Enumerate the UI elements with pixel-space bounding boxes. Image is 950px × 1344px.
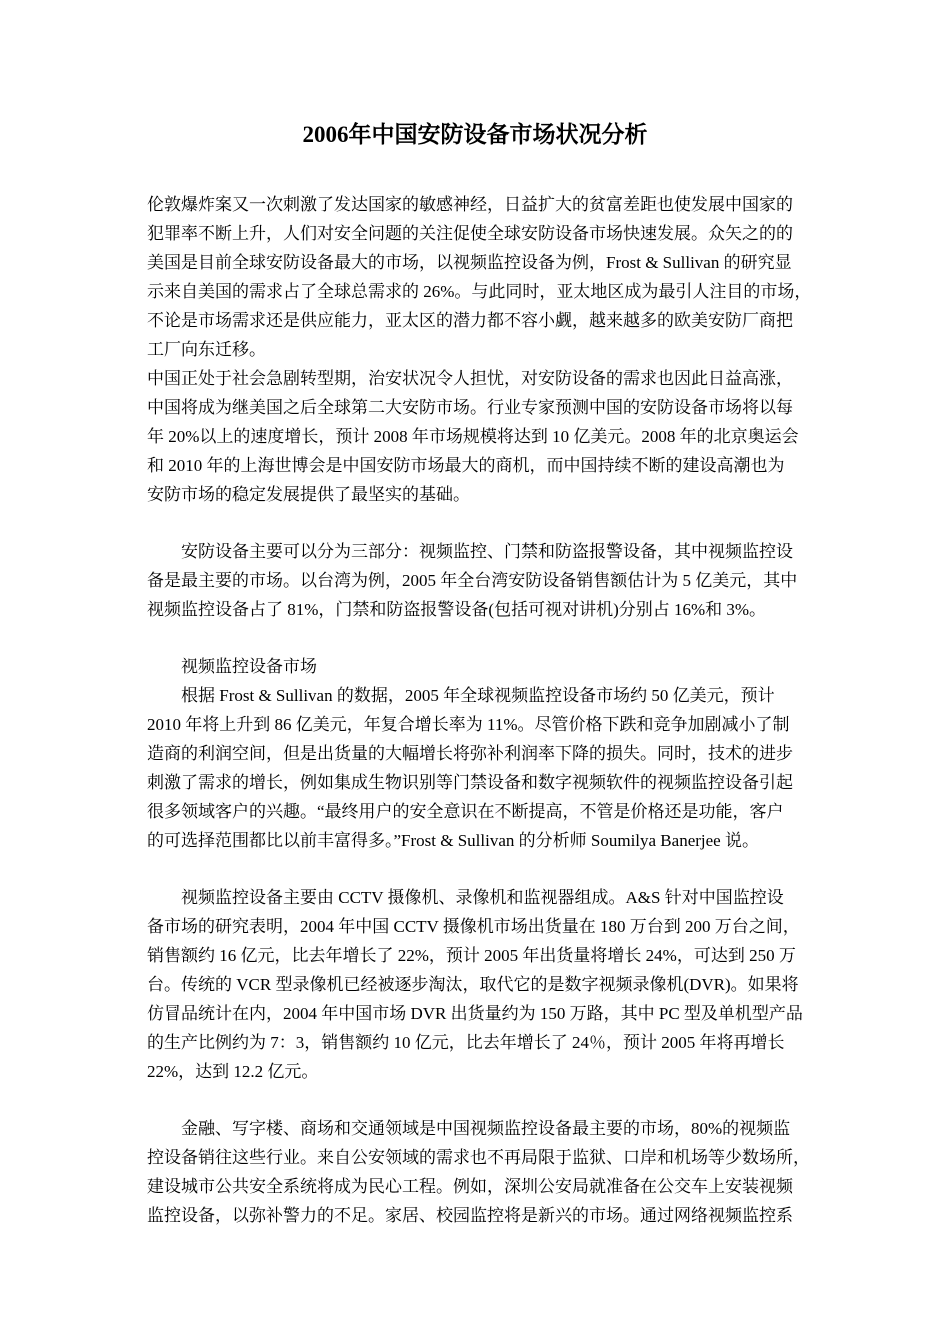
section-heading-text: 视频监控设备市场	[181, 657, 317, 676]
document-body	[147, 190, 887, 1230]
section-heading	[147, 652, 887, 681]
paragraph-gap	[147, 855, 887, 883]
text-line: 安防市场的稳定发展提供了最坚实的基础。	[147, 485, 470, 504]
paragraph-5	[147, 883, 887, 1086]
text-line: 和 2010 年的上海世博会是中国安防市场最大的商机，而中国持续不断的建设高潮也为	[147, 456, 785, 475]
paragraph-1	[147, 190, 887, 364]
text-line: 中国将成为继美国之后全球第二大安防市场。行业专家预测中国的安防设备市场将以每	[147, 398, 793, 417]
text-line: 备是最主要的市场。以台湾为例，2005 年全台湾安防设备销售额估计为 5 亿美元，其中	[147, 571, 798, 590]
text-line: 备市场的研究表明，2004 年中国 CCTV 摄像机市场出货量在 180 万台到 200 万台之间，	[147, 917, 800, 936]
text-line: 控设备销往这些行业。来自公安领域的需求也不再局限于监狱、口岸和机场等少数场所，	[147, 1148, 810, 1167]
text-line: 2010 年将上升到 86 亿美元，年复合增长率为 11%。尽管价格下跌和竞争加剧减小了制	[147, 715, 790, 734]
text-line: 工厂向东迁移。	[147, 340, 266, 359]
text-line: 美国是目前全球安防设备最大的市场，以视频监控设备为例，Frost & Sullivan 的研究显	[147, 253, 792, 272]
text-line: 视频监控设备主要由 CCTV 摄像机、录像机和监视器组成。A&S 针对中国监控设	[181, 888, 784, 907]
text-line: 根据 Frost & Sullivan 的数据，2005 年全球视频监控设备市场约 50 亿美元，预计	[181, 686, 775, 705]
paragraph-4	[147, 681, 887, 855]
text-line: 销售额约 16 亿元，比去年增长了 22%，预计 2005 年出货量将增长 24%，可达到 250 万	[147, 946, 796, 965]
text-line: 台。传统的 VCR 型录像机已经被逐步淘汰，取代它的是数字视频录像机(DVR)。如果将	[147, 975, 799, 994]
paragraph-3	[147, 537, 887, 624]
text-line: 中国正处于社会急剧转型期，治安状况令人担忧，对安防设备的需求也因此日益高涨，	[147, 369, 793, 388]
text-line: 金融、写字楼、商场和交通领域是中国视频监控设备最主要的市场，80%的视频监	[181, 1119, 791, 1138]
text-line: 视频监控设备占了 81%，门禁和防盗报警设备(包括可视对讲机)分别占 16%和 3%。	[147, 600, 767, 619]
text-line: 仿冒品统计在内，2004 年中国市场 DVR 出货量约为 150 万路，其中 PC 型及单机型产品	[147, 1004, 803, 1023]
paragraph-gap	[147, 509, 887, 537]
text-line: 造商的利润空间，但是出货量的大幅增长将弥补利润率下降的损失。同时，技术的进步	[147, 744, 793, 763]
paragraph-6	[147, 1114, 887, 1230]
paragraph-gap	[147, 1086, 887, 1114]
text-line: 的可选择范围都比以前丰富得多。”Frost & Sullivan 的分析师 Soumilya Banerjee 说。	[147, 831, 759, 850]
paragraph-2	[147, 364, 887, 509]
text-line: 伦敦爆炸案又一次刺激了发达国家的敏感神经，日益扩大的贫富差距也使发展中国家的	[147, 195, 793, 214]
text-line: 建设城市公共安全系统将成为民心工程。例如，深圳公安局就准备在公交车上安装视频	[147, 1177, 793, 1196]
paragraph-gap	[147, 624, 887, 652]
text-line: 年 20%以上的速度增长，预计 2008 年市场规模将达到 10 亿美元。2008 年的北京奥运会	[147, 427, 799, 446]
text-line: 刺激了需求的增长，例如集成生物识别等门禁设备和数字视频软件的视频监控设备引起	[147, 773, 793, 792]
text-line: 22%，达到 12.2 亿元。	[147, 1062, 319, 1081]
document-title: 2006年中国安防设备市场状况分析	[302, 122, 648, 147]
text-line: 很多领域客户的兴趣。“最终用户的安全意识在不断提高，不管是价格还是功能，客户	[147, 802, 784, 821]
text-line: 的生产比例约为 7：3，销售额约 10 亿元，比去年增长了 24％，预计 2005 年将再增长	[147, 1033, 785, 1052]
text-line: 安防设备主要可以分为三部分：视频监控、门禁和防盗报警设备，其中视频监控设	[181, 542, 793, 561]
text-line: 监控设备，以弥补警力的不足。家居、校园监控将是新兴的市场。通过网络视频监控系	[147, 1206, 793, 1225]
text-line: 犯罪率不断上升，人们对安全问题的关注促使全球安防设备市场快速发展。众矢之的的	[147, 224, 793, 243]
text-line: 示来自美国的需求占了全球总需求的 26%。与此同时，亚太地区成为最引人注目的市场，	[147, 282, 812, 301]
text-line: 不论是市场需求还是供应能力，亚太区的潜力都不容小觑，越来越多的欧美安防厂商把	[147, 311, 793, 330]
